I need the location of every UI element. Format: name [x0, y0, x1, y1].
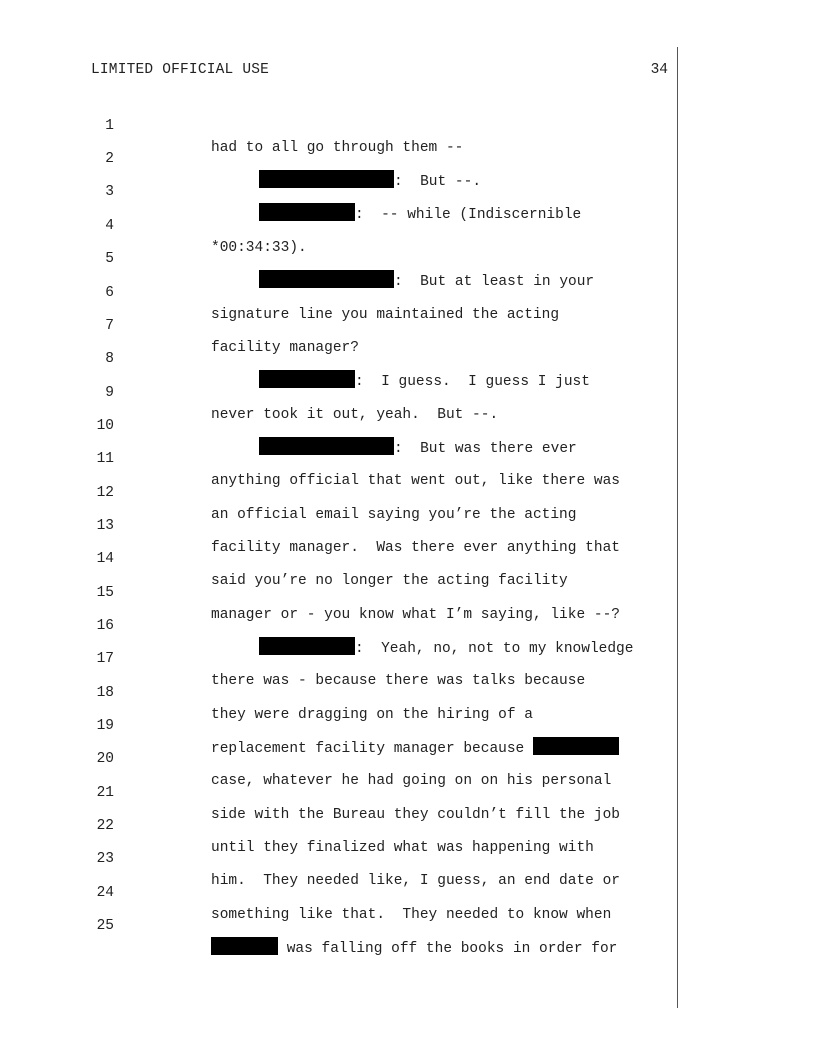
line-number: 1 [105, 118, 114, 134]
line-text-segment: an official email saying you’re the acting [211, 507, 577, 523]
line-text-segment: : But was there ever [394, 441, 577, 457]
transcript-line [0, 193, 816, 256]
transcript-line [0, 260, 816, 323]
transcript-line [0, 526, 816, 589]
line-number: 19 [96, 718, 114, 734]
line-number: 4 [105, 218, 114, 234]
line-number: 11 [96, 451, 114, 467]
transcript-line [0, 226, 816, 290]
line-number: 18 [96, 685, 114, 701]
line-text-segment: case, whatever he had going on on his personal [211, 773, 612, 789]
transcript-line [0, 693, 816, 757]
line-text-segment: : Yeah, no, not to my knowledge [355, 641, 634, 657]
line-number: 25 [96, 918, 114, 934]
transcript-line [0, 860, 816, 923]
line-text-segment: until they finalized what was happening with [211, 840, 594, 856]
classification-header: LIMITED OFFICIAL USE [91, 62, 270, 78]
line-number: 21 [96, 785, 114, 801]
line-number: 6 [105, 285, 114, 301]
line-text-segment: : But at least in your [394, 274, 595, 290]
line-number: 20 [96, 751, 114, 767]
line-number: 24 [96, 885, 114, 901]
line-text-segment: *00:34:33). [211, 240, 307, 256]
line-text-segment: facility manager? [211, 340, 359, 356]
line-text-segment: was falling off the books in order for [278, 941, 618, 957]
transcript-line [0, 893, 816, 957]
line-text-segment: manager or - you know what I’m saying, like --? [211, 607, 620, 623]
line-text-segment: something like that. They needed to know when [211, 907, 612, 923]
line-text-segment: him. They needed like, I guess, an end date or [211, 873, 620, 889]
line-text-segment: : -- while (Indiscernible [355, 207, 582, 223]
line-number: 3 [105, 184, 114, 200]
transcript-line [0, 93, 816, 156]
line-number: 10 [96, 418, 114, 434]
line-text-segment: anything official that went out, like there was [211, 473, 620, 489]
line-text-segment: replacement facility manager because [211, 741, 533, 757]
line-text-segment: : But --. [394, 174, 482, 190]
transcript-line [0, 593, 816, 657]
line-number: 7 [105, 318, 114, 334]
line-number: 23 [96, 851, 114, 867]
line-text-segment: never took it out, yeah. But --. [211, 407, 499, 423]
redacted-name [211, 937, 278, 955]
transcript-line [0, 460, 816, 523]
line-text-segment: signature line you maintained the acting [211, 307, 560, 323]
page-number: 34 [650, 62, 668, 78]
transcript-line [0, 393, 816, 457]
line-number: 16 [96, 618, 114, 634]
line-text [211, 937, 617, 960]
line-number: 14 [96, 551, 114, 567]
line-number: 22 [96, 818, 114, 834]
line-number: 15 [96, 585, 114, 601]
line-number: 17 [96, 651, 114, 667]
line-text-segment: : I guess. I guess I just [355, 374, 590, 390]
line-number: 12 [96, 485, 114, 501]
line-text-segment: said you’re no longer the acting facility [211, 573, 568, 589]
transcript-line [0, 760, 816, 823]
line-text-segment: they were dragging on the hiring of a [211, 707, 533, 723]
transcript-line [0, 293, 816, 356]
transcript-line [0, 493, 816, 556]
line-number: 2 [105, 151, 114, 167]
line-text-segment: side with the Bureau they couldn’t fill the job [211, 807, 620, 823]
line-text-segment: facility manager. Was there ever anything that [211, 540, 620, 556]
transcript-line [0, 826, 816, 889]
transcript-line [0, 560, 816, 623]
transcript-line [0, 326, 816, 390]
transcript-line [0, 360, 816, 423]
line-text-segment: had to all go through them -- [211, 140, 464, 156]
line-number: 13 [96, 518, 114, 534]
line-text-segment: there was - because there was talks because [211, 673, 586, 689]
line-number: 5 [105, 251, 114, 267]
line-number: 9 [105, 385, 114, 401]
transcript-line [0, 793, 816, 856]
transcript-line [0, 660, 816, 723]
line-number: 8 [105, 351, 114, 367]
transcript-line [0, 126, 816, 190]
